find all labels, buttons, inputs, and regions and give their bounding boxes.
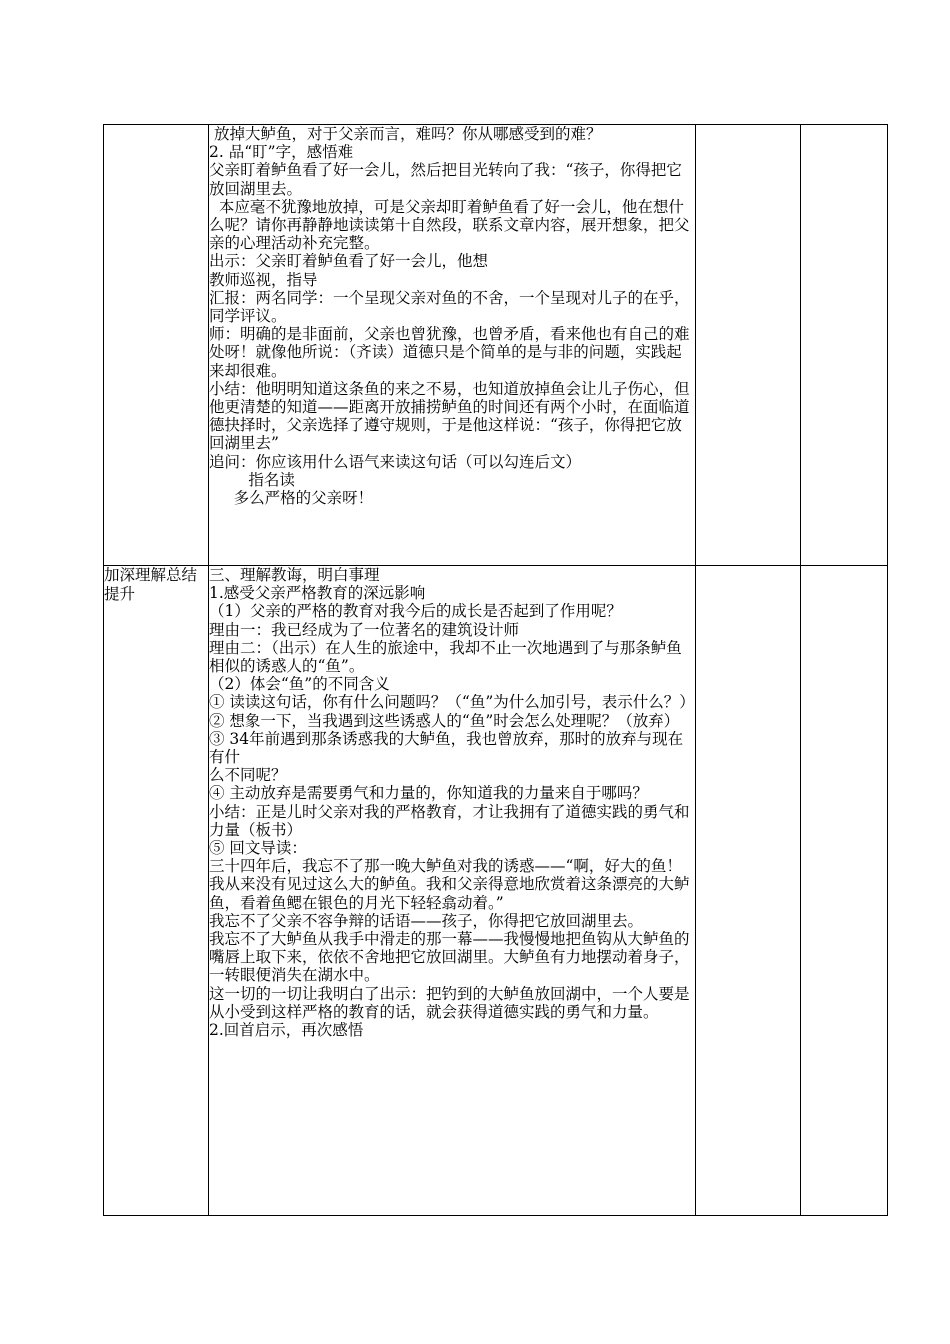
content-line: 教师巡视，指导 — [209, 270, 318, 289]
content-line: 放掉大鲈鱼，对于父亲而言，难吗？你从哪感受到的难？ — [209, 125, 602, 143]
empty-cell — [696, 125, 801, 566]
content-line: ① 读读这句话，你有什么问题吗？（“鱼”为什么加引号，表示什么？） — [209, 693, 695, 712]
content-line: 2. 品“盯”字，感悟难 — [209, 143, 354, 162]
content-line: 汇报：两名同学：一个呈现父亲对鱼的不舍，一个呈现对儿子的在乎，同学评议。 — [209, 288, 690, 326]
content-line: 小结：他明明知道这条鱼的来之不易，也知道放掉鱼会让儿子伤心，但他更清楚的知道——距离开放捕捞鲈鱼的时间还有两个小时，在面临道德抉择时，父亲选择了遵守规则，于是他这样说：“孩子，你得把它放回湖里去” — [209, 379, 690, 453]
content-line: 么不同呢？ — [209, 766, 287, 785]
content-line: 2.回首启示，再次感悟 — [209, 1021, 364, 1040]
stage-cell: 加深理解总结提升 — [104, 566, 209, 1216]
content-line: （2）体会“鱼”的不同含义 — [209, 675, 390, 694]
content-cell — [209, 125, 696, 566]
content-cell — [209, 566, 696, 1216]
empty-cell — [696, 566, 801, 1216]
empty-cell — [801, 566, 888, 1216]
content-line: 三、理解教诲，明白事理 — [209, 566, 380, 584]
content-line: ③ 34年前遇到那条诱惑我的大鲈鱼，我也曾放弃，那时的放弃与现在有什 — [209, 729, 684, 767]
table-row — [104, 125, 888, 566]
stage-cell — [104, 125, 209, 566]
content-line: 我忘不了大鲈鱼从我手中滑走的那一幕——我慢慢地把鱼钩从大鲈鱼的嘴唇上取下来，依依不舍地把它放回湖里。大鲈鱼有力地摆动着身子，一转眼便消失在湖水中。 — [209, 930, 690, 985]
empty-cell — [801, 125, 888, 566]
lesson-plan-table — [103, 124, 888, 1216]
content-line: 师：明确的是非面前，父亲也曾犹豫，也曾矛盾，看来他也有自己的难处呀！就像他所说：（齐读）道德只是个简单的是与非的问题，实践起来却很难。 — [209, 325, 690, 380]
content-line: 这一切的一切让我明白了出示：把钓到的大鲈鱼放回湖中，一个人要是从小受到这样严格的教育的话，就会获得道德实践的勇气和力量。 — [209, 984, 690, 1021]
content-line: 我忘不了父亲不容争辩的话语——孩子，你得把它放回湖里去。 — [209, 911, 644, 930]
content-line: 追问：你应该用什么语气来读这句话（可以勾连后文） — [209, 452, 582, 471]
content-line: 多么严格的父亲呀！ — [209, 489, 374, 508]
content-line: 三十四年后，我忘不了那一晚大鲈鱼对我的诱惑——“啊，好大的鱼！我从来没有见过这么大的鲈鱼。我和父亲得意地欣赏着这条漂亮的大鲈鱼，看着鱼鳃在银色的月光下轻轻翕动着。” — [209, 857, 690, 912]
content-line: ⑤ 回文导读： — [209, 839, 307, 858]
content-line: 理由一：我已经成为了一位著名的建筑设计师 — [209, 620, 520, 639]
content-line: 小结：正是儿时父亲对我的严格教育，才让我拥有了道德实践的勇气和力量（板书） — [209, 802, 690, 839]
content-line: ② 想象一下，当我遇到这些诱惑人的“鱼”时会怎么处理呢？（放弃） — [209, 711, 680, 730]
content-line: ④ 主动放弃是需要勇气和力量的，你知道我的力量来自于哪吗？ — [209, 784, 648, 803]
content-line: 父亲盯着鲈鱼看了好一会儿，然后把目光转向了我：“孩子，你得把它放回湖里去。 — [209, 161, 682, 198]
content-line: （1）父亲的严格的教育对我今后的成长是否起到了作用呢？ — [209, 602, 622, 621]
table-row — [104, 566, 888, 1216]
content-line: 出示：父亲盯着鲈鱼看了好一会儿，他想 — [209, 252, 489, 271]
content-line: 1.感受父亲严格教育的深远影响 — [209, 584, 426, 603]
content-line: 本应毫不犹豫地放掉，可是父亲却盯着鲈鱼看了好一会儿，他在想什么呢？请你再静静地读读第十自然段，联系文章内容，展开想象，把父亲的心理活动补充完整。 — [209, 197, 690, 253]
content-line: 指名读 — [209, 470, 295, 489]
content-line: 理由二：（出示）在人生的旅途中，我却不止一次地遇到了与那条鲈鱼相似的诱惑人的“鱼”。 — [209, 638, 682, 676]
